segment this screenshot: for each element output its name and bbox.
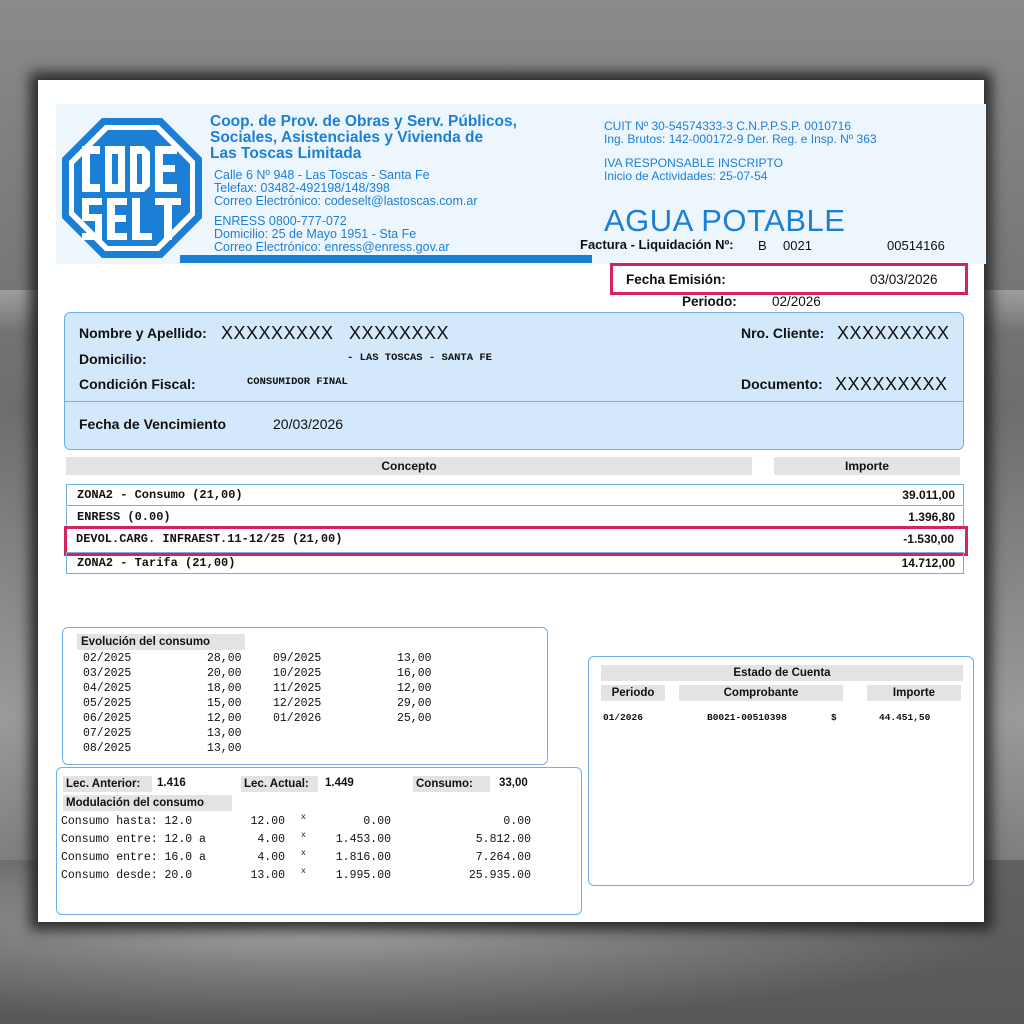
factura-pv: 0021 <box>783 238 812 253</box>
header-blue-bar <box>180 255 592 263</box>
concept-name: DEVOL.CARG. INFRAEST.11-12/25 (21,00) <box>76 532 343 546</box>
enress-email: Correo Electrónico: enress@enress.gov.ar <box>214 240 450 254</box>
evolucion-panel <box>62 627 548 765</box>
evolucion-periodo: 12/2025 <box>273 697 322 710</box>
coop-name <box>210 114 570 162</box>
service-title: AGUA POTABLE <box>604 203 846 238</box>
coop-name-line: Coop. de Prov. de Obras y Serv. Públicos, <box>210 113 517 130</box>
consumo-label: Consumo: <box>413 776 490 792</box>
evolucion-periodo: 05/2025 <box>83 697 132 710</box>
consumo-value: 33,00 <box>499 777 528 789</box>
client-divider <box>65 401 963 402</box>
documento-label: Documento: <box>741 376 823 392</box>
concept-name: ZONA2 - Tarifa (21,00) <box>77 556 236 570</box>
modulacion-total: 7.264.00 <box>475 851 531 864</box>
modulacion-total: 25.935.00 <box>468 869 531 882</box>
modulacion-cantidad: 4.00 <box>257 833 285 846</box>
modulacion-cantidad: 4.00 <box>257 851 285 864</box>
modulacion-total: 5.812.00 <box>475 833 531 846</box>
vencimiento-label: Fecha de Vencimiento <box>79 416 227 432</box>
modulacion-rango: Consumo entre: 12.0 a <box>61 833 206 846</box>
lec-anterior-value: 1.416 <box>157 777 186 789</box>
nombre-value: XXXXXXXXX <box>221 323 334 343</box>
evolucion-valor: 28,00 <box>207 652 242 665</box>
evolucion-valor: 13,00 <box>207 727 242 740</box>
enress-address: Domicilio: 25 de Mayo 1951 - Sta Fe <box>214 227 417 241</box>
evolucion-periodo: 06/2025 <box>83 712 132 725</box>
concept-name: ZONA2 - Consumo (21,00) <box>77 488 243 502</box>
iva-condition: IVA RESPONSABLE INSCRIPTO <box>604 156 783 170</box>
evolucion-valor: 25,00 <box>397 712 432 725</box>
evolucion-periodo: 10/2025 <box>273 667 322 680</box>
estado-col-periodo: Periodo <box>601 685 665 701</box>
cliente-label: Nro. Cliente: <box>741 325 825 341</box>
modulacion-total: 0.00 <box>503 815 531 828</box>
ing-brutos: Ing. Brutos: 142-000172-9 Der. Reg. e Insp. Nº 363 <box>604 132 877 146</box>
evolucion-periodo: 04/2025 <box>83 682 132 695</box>
modulacion-panel <box>56 767 582 915</box>
modulacion-multiplicador: x <box>301 831 306 840</box>
coop-name-line: Sociales, Asistenciales y Vivienda de <box>210 129 484 146</box>
estado-periodo: 01/2026 <box>603 712 643 723</box>
modulacion-multiplicador: x <box>301 867 306 876</box>
inicio-actividades: Inicio de Actividades: 25-07-54 <box>604 169 768 183</box>
concept-amount: -1.530,00 <box>903 532 954 546</box>
estado-col-comprobante: Comprobante <box>679 685 843 701</box>
modulacion-rango: Consumo entre: 16.0 a <box>61 851 206 864</box>
invoice-paper <box>38 80 984 922</box>
evolucion-valor: 12,00 <box>397 682 432 695</box>
nombre-label: Nombre y Apellido: <box>79 325 207 341</box>
evolucion-valor: 13,00 <box>397 652 432 665</box>
evolucion-valor: 16,00 <box>397 667 432 680</box>
evolucion-periodo: 01/2026 <box>273 712 322 725</box>
documento-value: XXXXXXXXX <box>835 374 948 394</box>
concepto-header: Concepto <box>66 457 752 475</box>
periodo: 02/2026 <box>772 294 821 309</box>
concept-amount: 39.011,00 <box>902 488 955 502</box>
estado-moneda: $ <box>831 712 837 723</box>
evolucion-periodo: 07/2025 <box>83 727 132 740</box>
concept-row <box>66 507 964 527</box>
condicion-label: Condición Fiscal: <box>79 376 196 392</box>
concept-amount: 1.396,80 <box>908 510 955 524</box>
importe-header: Importe <box>774 457 960 475</box>
evolucion-periodo: 02/2025 <box>83 652 132 665</box>
factura-label: Factura - Liquidación Nº: <box>580 237 734 252</box>
modulacion-title: Modulación del consumo <box>63 795 232 811</box>
estado-cuenta-panel <box>588 656 974 886</box>
estado-comprobante: B0021-00510398 <box>707 712 787 723</box>
lec-anterior-label: Lec. Anterior: <box>63 776 152 792</box>
domicilio-label: Domicilio: <box>79 351 147 367</box>
estado-importe: 44.451,50 <box>879 712 931 723</box>
apellido-value: XXXXXXXX <box>349 323 450 343</box>
evolucion-valor: 12,00 <box>207 712 242 725</box>
fecha-emision: 03/03/2026 <box>870 272 938 287</box>
concept-amount: 14.712,00 <box>901 556 955 570</box>
coop-phone: Telefax: 03482-492198/148/398 <box>214 181 390 195</box>
evolucion-periodo: 11/2025 <box>273 682 322 695</box>
enress-phone: ENRESS 0800-777-072 <box>214 214 347 228</box>
periodo-label: Periodo: <box>682 294 737 309</box>
condicion-value: CONSUMIDOR FINAL <box>247 376 348 388</box>
evolucion-valor: 29,00 <box>397 697 432 710</box>
cliente-value: XXXXXXXXX <box>837 323 950 343</box>
vencimiento-value: 20/03/2026 <box>273 416 344 432</box>
estado-title: Estado de Cuenta <box>601 665 963 681</box>
client-box <box>64 312 964 450</box>
concept-row <box>66 484 964 506</box>
coop-name-line: Las Toscas Limitada <box>210 145 362 162</box>
fecha-emision-label: Fecha Emisión: <box>626 272 726 287</box>
evolucion-valor: 20,00 <box>207 667 242 680</box>
concept-row <box>66 529 962 549</box>
modulacion-multiplicador: x <box>301 813 306 822</box>
lec-actual-label: Lec. Actual: <box>241 776 318 792</box>
cuit: CUIT Nº 30-54574333-3 C.N.P.P.S.P. 0010716 <box>604 119 851 133</box>
modulacion-rango: Consumo desde: 20.0 <box>61 869 193 882</box>
evolucion-periodo: 08/2025 <box>83 742 132 755</box>
evolucion-valor: 15,00 <box>207 697 242 710</box>
modulacion-rango: Consumo hasta: 12.0 <box>61 815 193 828</box>
evolucion-periodo: 03/2025 <box>83 667 132 680</box>
concept-name: ENRESS (0.00) <box>77 510 171 524</box>
factura-tipo: B <box>758 238 767 253</box>
evolucion-valor: 13,00 <box>207 742 242 755</box>
modulacion-precio: 0.00 <box>363 815 391 828</box>
modulacion-cantidad: 13.00 <box>250 869 285 882</box>
factura-numero: 00514166 <box>887 238 945 253</box>
coop-email: Correo Electrónico: codeselt@lastoscas.com.ar <box>214 194 478 208</box>
modulacion-precio: 1.453.00 <box>335 833 391 846</box>
coop-address: Calle 6 Nº 948 - Las Toscas - Santa Fe <box>214 168 430 182</box>
concept-row <box>66 552 964 574</box>
lec-actual-value: 1.449 <box>325 777 354 789</box>
codeselt-logo-icon <box>58 114 206 262</box>
evolucion-title: Evolución del consumo <box>77 634 245 650</box>
modulacion-precio: 1.995.00 <box>335 869 391 882</box>
domicilio-value: - LAS TOSCAS - SANTA FE <box>347 352 492 364</box>
modulacion-multiplicador: x <box>301 849 306 858</box>
modulacion-cantidad: 12.00 <box>250 815 285 828</box>
evolucion-periodo: 09/2025 <box>273 652 322 665</box>
estado-col-importe: Importe <box>867 685 961 701</box>
evolucion-valor: 18,00 <box>207 682 242 695</box>
modulacion-precio: 1.816.00 <box>335 851 391 864</box>
